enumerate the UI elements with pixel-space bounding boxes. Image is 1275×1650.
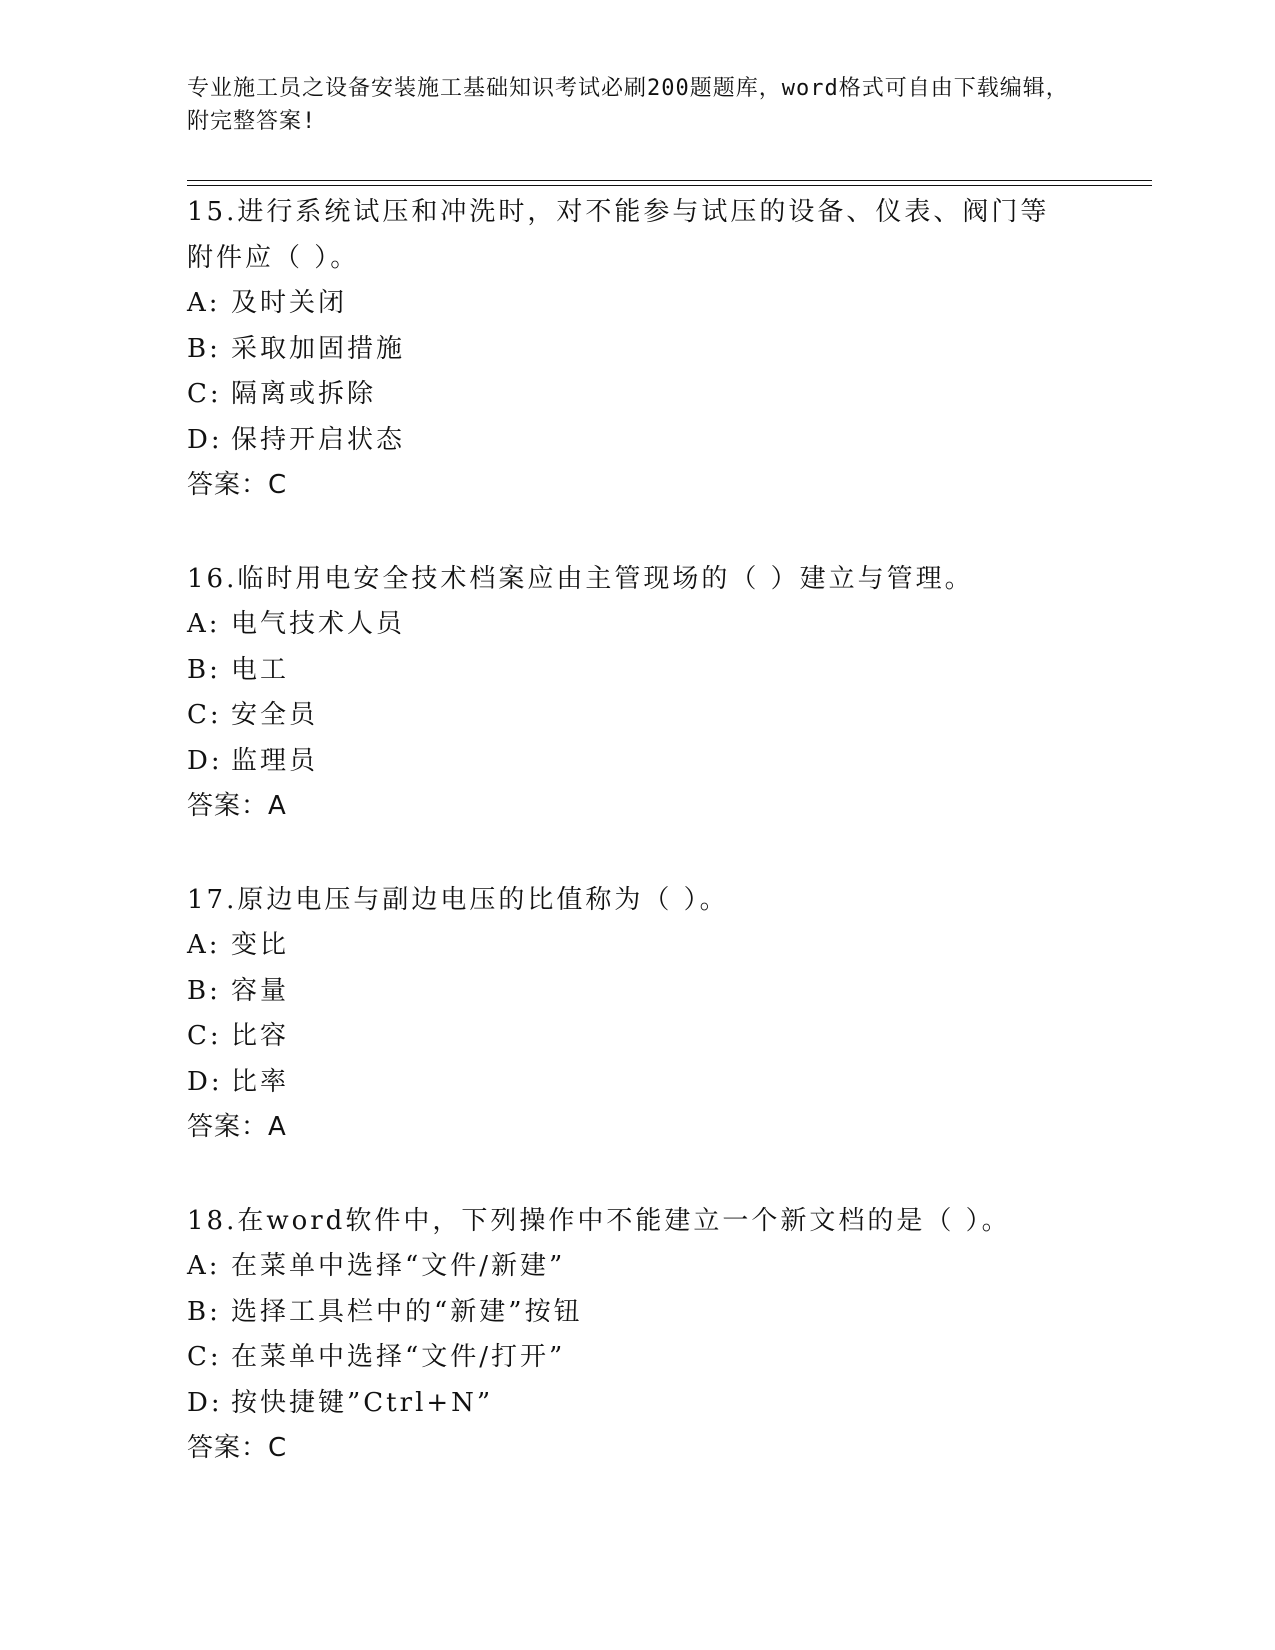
option-c [187,1014,1152,1060]
document-header: 专业施工员之设备安装施工基础知识考试必刷200题题库，word格式可自由下载编辑，附完整答案! [187,76,1069,134]
question-16 [187,557,1152,830]
option-letter: D: [187,1387,223,1418]
option-text: 比率 [231,1066,290,1097]
question-text: 15.进行系统试压和冲洗时，对不能参与试压的设备、仪表、阀门等附件应（ ）。 [187,197,1050,273]
option-text: 变比 [231,930,290,960]
option-letter: D: [187,424,223,455]
option-c [187,1335,1152,1381]
option-b [187,969,1152,1015]
option-b [187,327,1152,373]
option-letter: C: [187,1342,222,1372]
option-d [187,1060,1152,1106]
option-letter: D: [187,1066,223,1097]
option-a [187,1244,1152,1290]
option-text: 按快捷键”Ctrl+N” [231,1387,494,1418]
option-text: 容量 [231,975,290,1006]
option-letter: B: [187,1296,221,1327]
question-15 [187,190,1152,509]
question-list [187,190,1152,1520]
option-text: 隔离或拆除 [231,379,377,409]
option-b [187,648,1152,694]
option-text: 监理员 [231,745,319,776]
answer: 答案：C [187,470,288,500]
option-letter: A: [187,1251,221,1281]
option-letter: B: [187,654,221,685]
question-18 [187,1199,1152,1472]
option-b [187,1290,1152,1336]
option-letter: C: [187,379,222,409]
question-17 [187,878,1152,1151]
option-text: 选择工具栏中的“新建”按钮 [231,1296,583,1327]
option-a [187,923,1152,969]
option-letter: B: [187,975,221,1006]
header-rule-top [187,180,1152,181]
option-a [187,281,1152,327]
option-c [187,693,1152,739]
option-text: 保持开启状态 [231,424,406,455]
option-letter: D: [187,745,223,776]
option-text: 安全员 [231,700,319,730]
option-text: 电气技术人员 [231,609,406,639]
answer: 答案：A [187,1112,287,1142]
option-text: 采取加固措施 [231,333,406,364]
header-rule-bottom [187,185,1152,186]
option-text: 在菜单中选择“文件/打开” [231,1342,566,1372]
question-text: 18.在word软件中，下列操作中不能建立一个新文档的是（ ）。 [187,1205,1011,1236]
option-letter: C: [187,1021,222,1051]
question-text: 17.原边电压与副边电压的比值称为（ ）。 [187,884,729,915]
answer: 答案：A [187,791,287,821]
answer: 答案：C [187,1433,288,1463]
option-d [187,1381,1152,1427]
option-text: 电工 [231,654,290,685]
option-text: 及时关闭 [231,288,348,318]
option-letter: C: [187,700,222,730]
question-text: 16.临时用电安全技术档案应由主管现场的（ ）建立与管理。 [187,563,974,594]
option-letter: A: [187,930,221,960]
option-text: 比容 [231,1021,290,1051]
option-text: 在菜单中选择“文件/新建” [231,1251,566,1281]
option-c [187,372,1152,418]
option-a [187,602,1152,648]
option-d [187,739,1152,785]
option-d [187,418,1152,464]
option-letter: B: [187,333,221,364]
option-letter: A: [187,288,221,318]
option-letter: A: [187,609,221,639]
